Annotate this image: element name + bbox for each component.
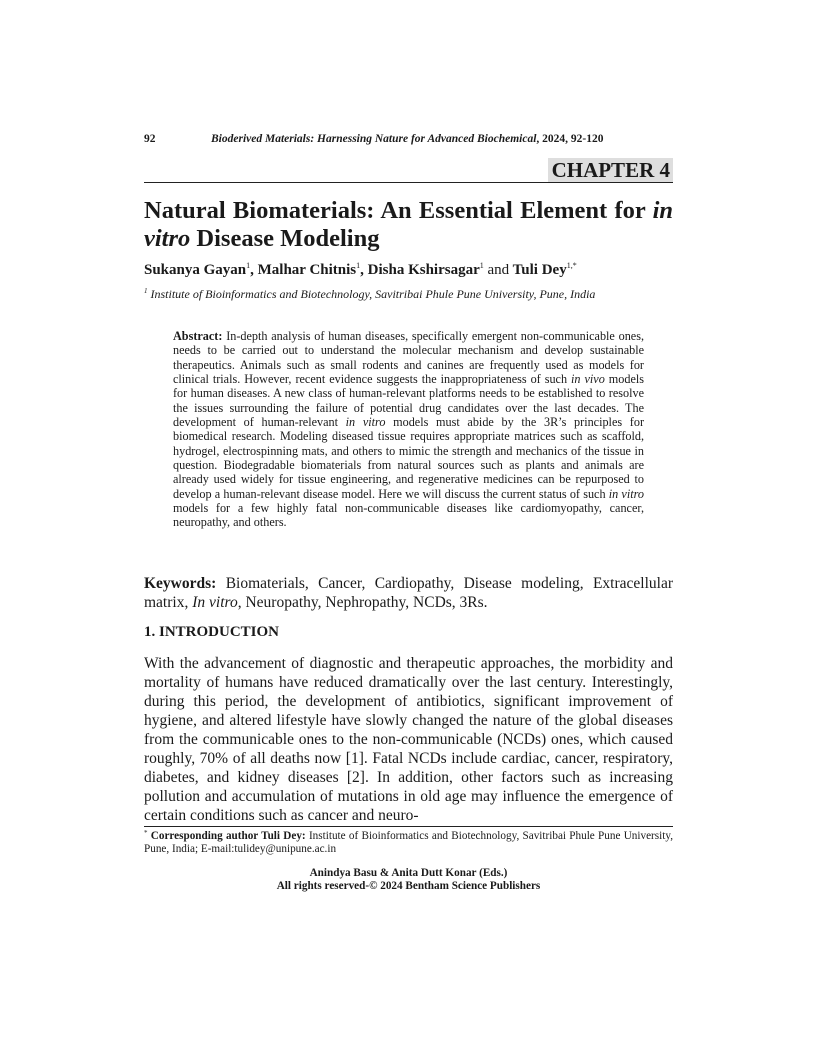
chapter-divider (144, 182, 673, 183)
affiliation-mark: 1 (144, 287, 148, 295)
footnote-label: Corresponding author Tuli Dey: (147, 830, 306, 842)
title-part-1: Natural Biomaterials: An Essential Element for (144, 197, 653, 224)
keywords-italic: In vitro (192, 594, 238, 611)
keywords-label: Keywords: (144, 575, 217, 592)
author-list: Sukanya Gayan$^1$, Malhar Chitnis$^1$, Disha Kshirsagar$^1$ and Tuli Dey$^{1,*}$ (144, 261, 577, 278)
rights-line: All rights reserved-© 2024 Bentham Science Publishers (276, 880, 541, 892)
abstract-paragraph (173, 329, 644, 530)
abstract-text: In-depth analysis of human diseases, specifically emergent non-communicable ones, needs to be carried out to understand the molecular mechanism and develop sustainable therapeutics. Animals such as small rodents and canines are frequently used as models for clinical trials. However, recent evidence suggests the inappropriateness of such (173, 329, 644, 387)
title-italic-vitro: vitro (144, 225, 191, 252)
author-affiliation-mark: 1 (246, 261, 251, 270)
title-line-2 (144, 225, 673, 253)
title-italic-in: in (652, 197, 673, 224)
affiliation-text: Institute of Bioinformatics and Biotechnology, Savitribai Phule Pune University, Pune, India (147, 287, 596, 301)
footnote-text: Institute of Bioinformatics and Biotechnology, Savitribai Phule Pune University, Pune, India; E-mail:tulidey@unipune.ac.in (144, 830, 674, 856)
author-affiliation-mark: 1 (356, 261, 361, 270)
abstract-label: Abstract: (173, 329, 223, 343)
footnote (144, 830, 673, 857)
footnote-divider (144, 826, 673, 827)
abstract-italic: in vivo (571, 372, 605, 387)
chapter-title (144, 197, 673, 253)
journal-citation: , 2024, 92-120 (536, 133, 604, 145)
author-name: Tuli Dey (512, 262, 567, 278)
abstract-text: models for a few highly fatal non-communicable diseases like cardiomyopathy, cancer, neuropathy, and others. (173, 501, 644, 530)
section-heading: 1. INTRODUCTION (144, 624, 280, 640)
author-name: Disha Kshirsagar (367, 262, 480, 278)
abstract-italic: in vitro (345, 415, 386, 430)
footnote-mark: * (144, 829, 148, 837)
author-affiliation-mark: 1,* (566, 261, 577, 270)
chapter-label: CHAPTER 4 (548, 158, 673, 182)
keywords (144, 574, 673, 612)
title-line-1 (144, 197, 673, 225)
author-name: Sukanya Gayan (144, 262, 247, 278)
title-part-2: Disease Modeling (190, 225, 380, 252)
author-name: Malhar Chitnis (257, 262, 357, 278)
affiliation (144, 287, 595, 302)
keywords-text: , Neuropathy, Nephropathy, NCDs, 3Rs. (237, 594, 488, 611)
abstract-italic: in vitro (608, 486, 644, 501)
abstract (173, 329, 644, 530)
editors-line: Anindya Basu & Anita Dutt Konar (Eds.) (309, 867, 508, 879)
abstract-text: models for human diseases. A new class of human-relevant platforms needs to be established to resolve the issues surrounding the failure of potential drug candidates over the last decades. The development of human-relevant (173, 372, 644, 430)
author-conjunction: and (487, 262, 510, 278)
page-number: 92 (144, 133, 156, 145)
abstract-text: models must abide by the 3R’s principles for biomedical research. Modeling diseased tissue requires appropriate matrices such as scaffold, hydrogel, electrospinning mats, and others to mimic the strength and mechanics of the tissue in question. Biodegradable biomaterials from natural sources such as plants and animals are already used widely for tissue engineering, and regenerative medicines can be repurposed to develop a human-relevant disease model. Here we will discuss the current status of such (173, 415, 645, 501)
journal-title (211, 133, 604, 145)
intro-paragraph: With the advancement of diagnostic and therapeutic approaches, the morbidity and mortality of humans have reduced dramatically over the last century. Interestingly, during this period, the development of antibiotics, significant improvement of hygiene, and altered lifestyle have slowly changed the nature of the global diseases from the communicable ones to the non-communicable (NCDs) ones, which caused roughly, 70% of all deaths now [1]. Fatal NCDs include cardiac, cancer, respiratory, diabetes, and kidney diseases [2]. In addition, other factors such as increasing pollution and accumulation of mutations in old age may influence the emergence of certain conditions such as cancer and neuro- (144, 655, 673, 824)
journal-title-text: Bioderived Materials: Harnessing Nature for Advanced Biochemical (211, 133, 537, 145)
author-affiliation-mark: 1 (479, 261, 484, 270)
keywords-text: Biomaterials, Cancer, Cardiopathy, Disease modeling, Extracellular matrix, (144, 575, 673, 611)
page (144, 0, 673, 1056)
publication-credits (144, 867, 673, 893)
